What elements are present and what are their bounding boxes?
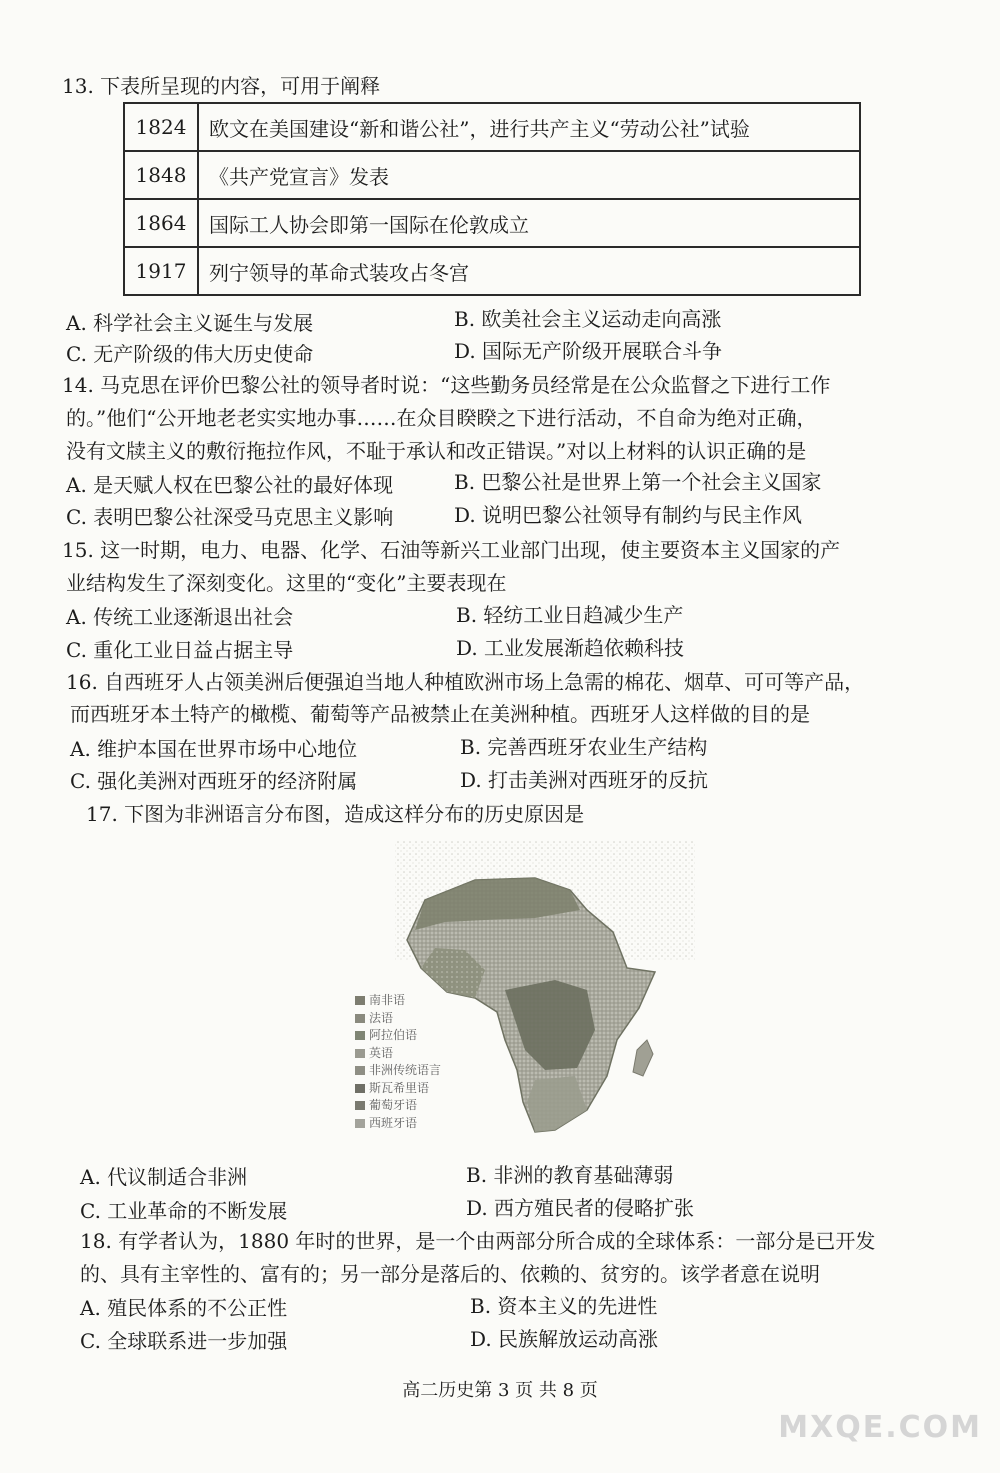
q16-stem-line-1: 16. 自西班牙人占领美洲后便强迫当地人种植欧洲市场上急需的棉花、烟草、可可等产品，: [66, 670, 865, 694]
q17-option-d: D. 西方殖民者的侵略扩张: [466, 1196, 695, 1220]
legend-item: [355, 1115, 441, 1133]
q15-stem-line-1: 15. 这一时期，电力、电器、化学、石油等新兴工业部门出现，使主要资本主义国家的产: [62, 538, 841, 562]
legend-label: 英语: [369, 1045, 394, 1060]
q16-option-b: B. 完善西班牙农业生产结构: [460, 735, 708, 759]
legend-item: [355, 1062, 441, 1080]
q15-option-c: C. 重化工业日益占据主导: [66, 638, 294, 662]
legend-swatch: [355, 996, 365, 1005]
africa-language-map: [355, 840, 700, 1145]
q17-option-c: C. 工业革命的不断发展: [80, 1199, 288, 1223]
q15-stem-line-2: 业结构发生了深刻变化。这里的“变化”主要表现在: [66, 571, 507, 595]
legend-label: 南非语: [369, 993, 406, 1007]
q14-option-b: B. 巴黎公社是世界上第一个社会主义国家: [454, 470, 822, 494]
table-cell-year: 1864: [124, 199, 198, 247]
q14-option-d: D. 说明巴黎公社领导有制约与民主作风: [454, 503, 803, 527]
q13-option-d: D. 国际无产阶级开展联合斗争: [454, 339, 723, 363]
table-cell-event: 《共产党宣言》发表: [198, 151, 860, 199]
table-cell-year: 1824: [124, 103, 198, 151]
legend-swatch: [355, 1084, 365, 1093]
table-cell-event: 列宁领导的革命式装攻占冬宫: [198, 247, 860, 295]
q14-option-a: A. 是天赋人权在巴黎公社的最好体现: [66, 473, 394, 497]
q17-option-a: A. 代议制适合非洲: [80, 1165, 248, 1189]
legend-label: 西班牙语: [369, 1115, 418, 1130]
q15-option-a: A. 传统工业逐渐退出社会: [66, 605, 294, 629]
legend-swatch: [355, 1101, 365, 1110]
map-legend: [355, 992, 441, 1132]
q18-stem-line-2: 的、具有主宰性的、富有的；另一部分是落后的、依赖的、贫穷的。该学者意在说明: [80, 1262, 820, 1286]
q13-table: [123, 102, 861, 296]
legend-item: [355, 1045, 441, 1063]
q17-stem: 17. 下图为非洲语言分布图，造成这样分布的历史原因是: [86, 802, 585, 826]
legend-item: [355, 992, 441, 1010]
legend-label: 葡萄牙语: [369, 1098, 418, 1112]
q18-option-d: D. 民族解放运动高涨: [470, 1327, 659, 1351]
q16-option-a: A. 维护本国在世界市场中心地位: [70, 737, 358, 761]
q14-stem-line-1: 14. 马克思在评价巴黎公社的领导者时说：“这些勤务员经常是在公众监督之下进行工作: [62, 373, 831, 397]
table-row: [124, 199, 860, 247]
q17-option-b: B. 非洲的教育基础薄弱: [466, 1163, 674, 1187]
table-cell-event: 欧文在美国建设“新和谐公社”，进行共产主义“劳动公社”试验: [198, 103, 860, 151]
q14-stem-line-3: 没有文牍主义的敷衍拖拉作风，不耻于承认和改正错误。”对以上材料的认识正确的是: [66, 439, 807, 463]
legend-label: 斯瓦希里语: [369, 1080, 430, 1095]
q18-option-b: B. 资本主义的先进性: [470, 1294, 658, 1318]
legend-label: 法语: [369, 1010, 394, 1025]
table-cell-year: 1917: [124, 247, 198, 295]
q18-stem-line-1: 18. 有学者认为，1880 年时的世界，是一个由两部分所合成的全球体系：一部分是已开发: [80, 1229, 876, 1253]
q13-option-b: B. 欧美社会主义运动走向高涨: [454, 307, 722, 331]
q16-stem-line-2: 而西班牙本土特产的橄榄、葡萄等产品被禁止在美洲种植。西班牙人这样做的目的是: [70, 702, 810, 726]
legend-item: [355, 1097, 441, 1115]
watermark: MXQE.COM: [778, 1410, 982, 1445]
table-row: [124, 103, 860, 151]
legend-swatch: [355, 1066, 365, 1075]
q14-stem-line-2: 的。”他们“公开地老老实实地办事……在众目睽睽之下进行活动，不自命为绝对正确，: [66, 406, 817, 430]
table-cell-event: 国际工人协会即第一国际在伦敦成立: [198, 199, 860, 247]
q13-option-a: A. 科学社会主义诞生与发展: [66, 311, 314, 335]
q18-option-c: C. 全球联系进一步加强: [80, 1329, 288, 1353]
legend-item: [355, 1010, 441, 1028]
page-footer: 高二历史第 3 页 共 8 页: [402, 1380, 598, 1401]
legend-swatch: [355, 1119, 365, 1128]
legend-swatch: [355, 1014, 365, 1023]
table-cell-year: 1848: [124, 151, 198, 199]
legend-label: 非洲传统语言: [369, 1063, 442, 1077]
q16-option-d: D. 打击美洲对西班牙的反抗: [460, 768, 709, 792]
q13-stem: 13. 下表所呈现的内容，可用于阐释: [62, 74, 381, 98]
q13-option-c: C. 无产阶级的伟大历史使命: [66, 342, 314, 366]
q14-option-c: C. 表明巴黎公社深受马克思主义影响: [66, 505, 394, 529]
legend-label: 阿拉伯语: [369, 1028, 418, 1042]
q16-option-c: C. 强化美洲对西班牙的经济附属: [70, 769, 358, 793]
q15-option-d: D. 工业发展渐趋依赖科技: [456, 636, 685, 660]
legend-swatch: [355, 1049, 365, 1058]
q18-option-a: A. 殖民体系的不公正性: [80, 1296, 288, 1320]
table-row: [124, 151, 860, 199]
legend-item: [355, 1027, 441, 1045]
table-row: [124, 247, 860, 295]
legend-swatch: [355, 1031, 365, 1040]
legend-item: [355, 1080, 441, 1098]
madagascar-shape: [633, 1040, 653, 1076]
q15-option-b: B. 轻纺工业日趋减少生产: [456, 603, 684, 627]
